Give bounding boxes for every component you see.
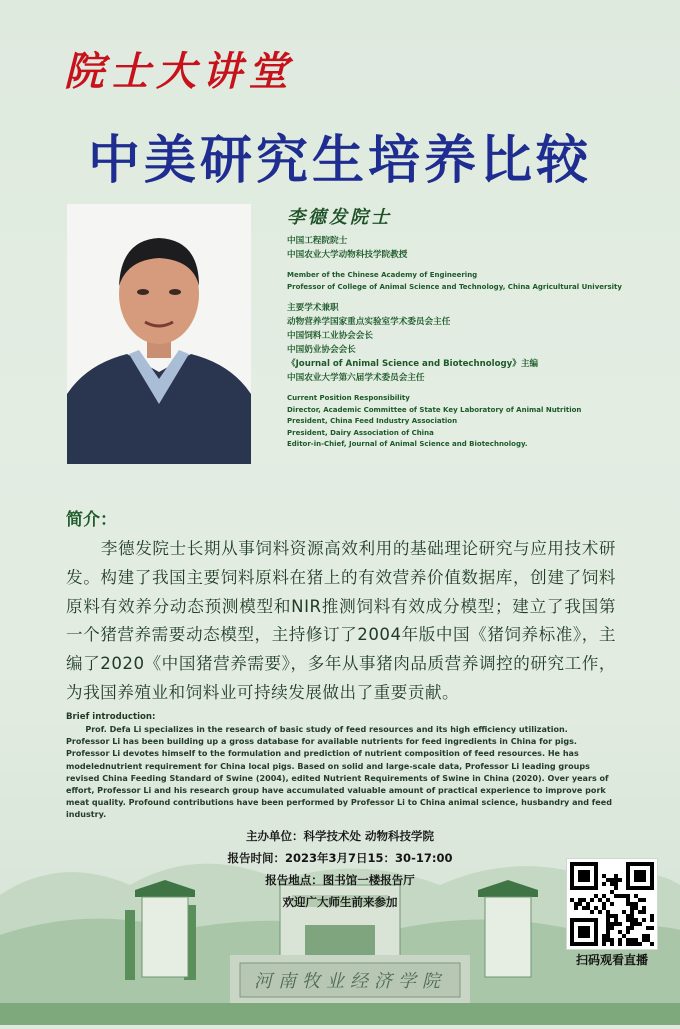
title-en: Member of the Chinese Academy of Engineering <box>287 271 478 279</box>
position-cn: 动物营养学国家重点实验室学术委员会主任 <box>287 317 451 327</box>
intro-heading-en: Brief introduction: <box>66 712 156 722</box>
speaker-photo <box>67 204 251 464</box>
speaker-name: 李德发院士 <box>287 207 392 228</box>
intro-text-en: Prof. Defa Li specializes in the research of basic study of feed resources and its high efficiency utilization. Professor Li has been building up a gross database for available nutrients for feed ingredients in China for pigs. Professor Li devotes himself to the formulation and prediction of nutrient composition of feed resources. He has modelednutrient requirement for China local pigs. Based on solid and large-scale data, Professor Li leading groups revised China Feeding Standard of Swine (2004), edited Nutrient Requirements of Swine in China (2020). Over years of effort, Professor Li and his research group have accumulated valuable amount of practical experience to improve pork meat quality. Profound contributions have been performed by Professor Li to China animal science, husbandry and feed industry. <box>66 725 612 820</box>
series-title: 院士大讲堂 <box>64 48 294 95</box>
title-cn: 中国工程院院士 <box>287 236 348 246</box>
position-en: President, Dairy Association of China <box>287 428 434 437</box>
intro-text-cn: 李德发院士长期从事饲料资源高效利用的基础理论研究与应用技术研发。构建了我国主要饲料原料在猪上的有效营养价值数据库，创建了饲料原料有效养分动态预测模型和NIR推测饲料有效成分模型；建立了我国第一个猪营养需要动态模型，主持修订了2004年版中国《猪饲养标准》，主编了2020《中国猪营养需要》，多年从事猪肉品质营养调控的研究工作，为我国养殖业和饲料业可持续发展做出了重要贡献。 <box>66 539 616 702</box>
title-en: Professor of College of Animal Science and Technology, China Agricultural University <box>287 282 622 291</box>
position-en: Current Position Responsibility <box>287 394 410 402</box>
organizer: 主办单位：科学技术处 动物科技学院 <box>245 829 434 843</box>
position-cn: 主要学术兼职 <box>287 303 339 313</box>
qr-code[interactable] <box>566 858 658 950</box>
qr-label: 扫码观看直播 <box>575 953 648 967</box>
welcome-note: 欢迎广大师生前来参加 <box>282 895 398 909</box>
position-en: Director, Academic Committee of State Key Laboratory of Animal Nutrition <box>287 405 582 414</box>
gate-inscription: 河南牧业经济学院 <box>254 971 446 992</box>
position-cn: 中国农业大学第六届学术委员会主任 <box>287 373 425 383</box>
position-cn: 中国奶业协会会长 <box>287 345 356 355</box>
event-time: 报告时间：2023年3月7日15：30-17:00 <box>227 851 453 865</box>
title-cn: 中国农业大学动物科技学院教授 <box>287 250 408 260</box>
intro-heading: 简介： <box>66 510 117 530</box>
speaker-profile <box>287 234 627 451</box>
position-en: Editor-in-Chief, Journal of Animal Science and Biotechnology. <box>287 440 528 448</box>
lecture-title: 中美研究生培养比较 <box>87 131 592 191</box>
event-venue: 报告地点：图书馆一楼报告厅 <box>265 873 415 887</box>
position-cn: 中国饲料工业协会会长 <box>287 331 373 341</box>
position-en: President, China Feed Industry Association <box>287 417 458 425</box>
position-cn: 《Journal of Animal Science and Biotechnology》主编 <box>287 359 539 369</box>
